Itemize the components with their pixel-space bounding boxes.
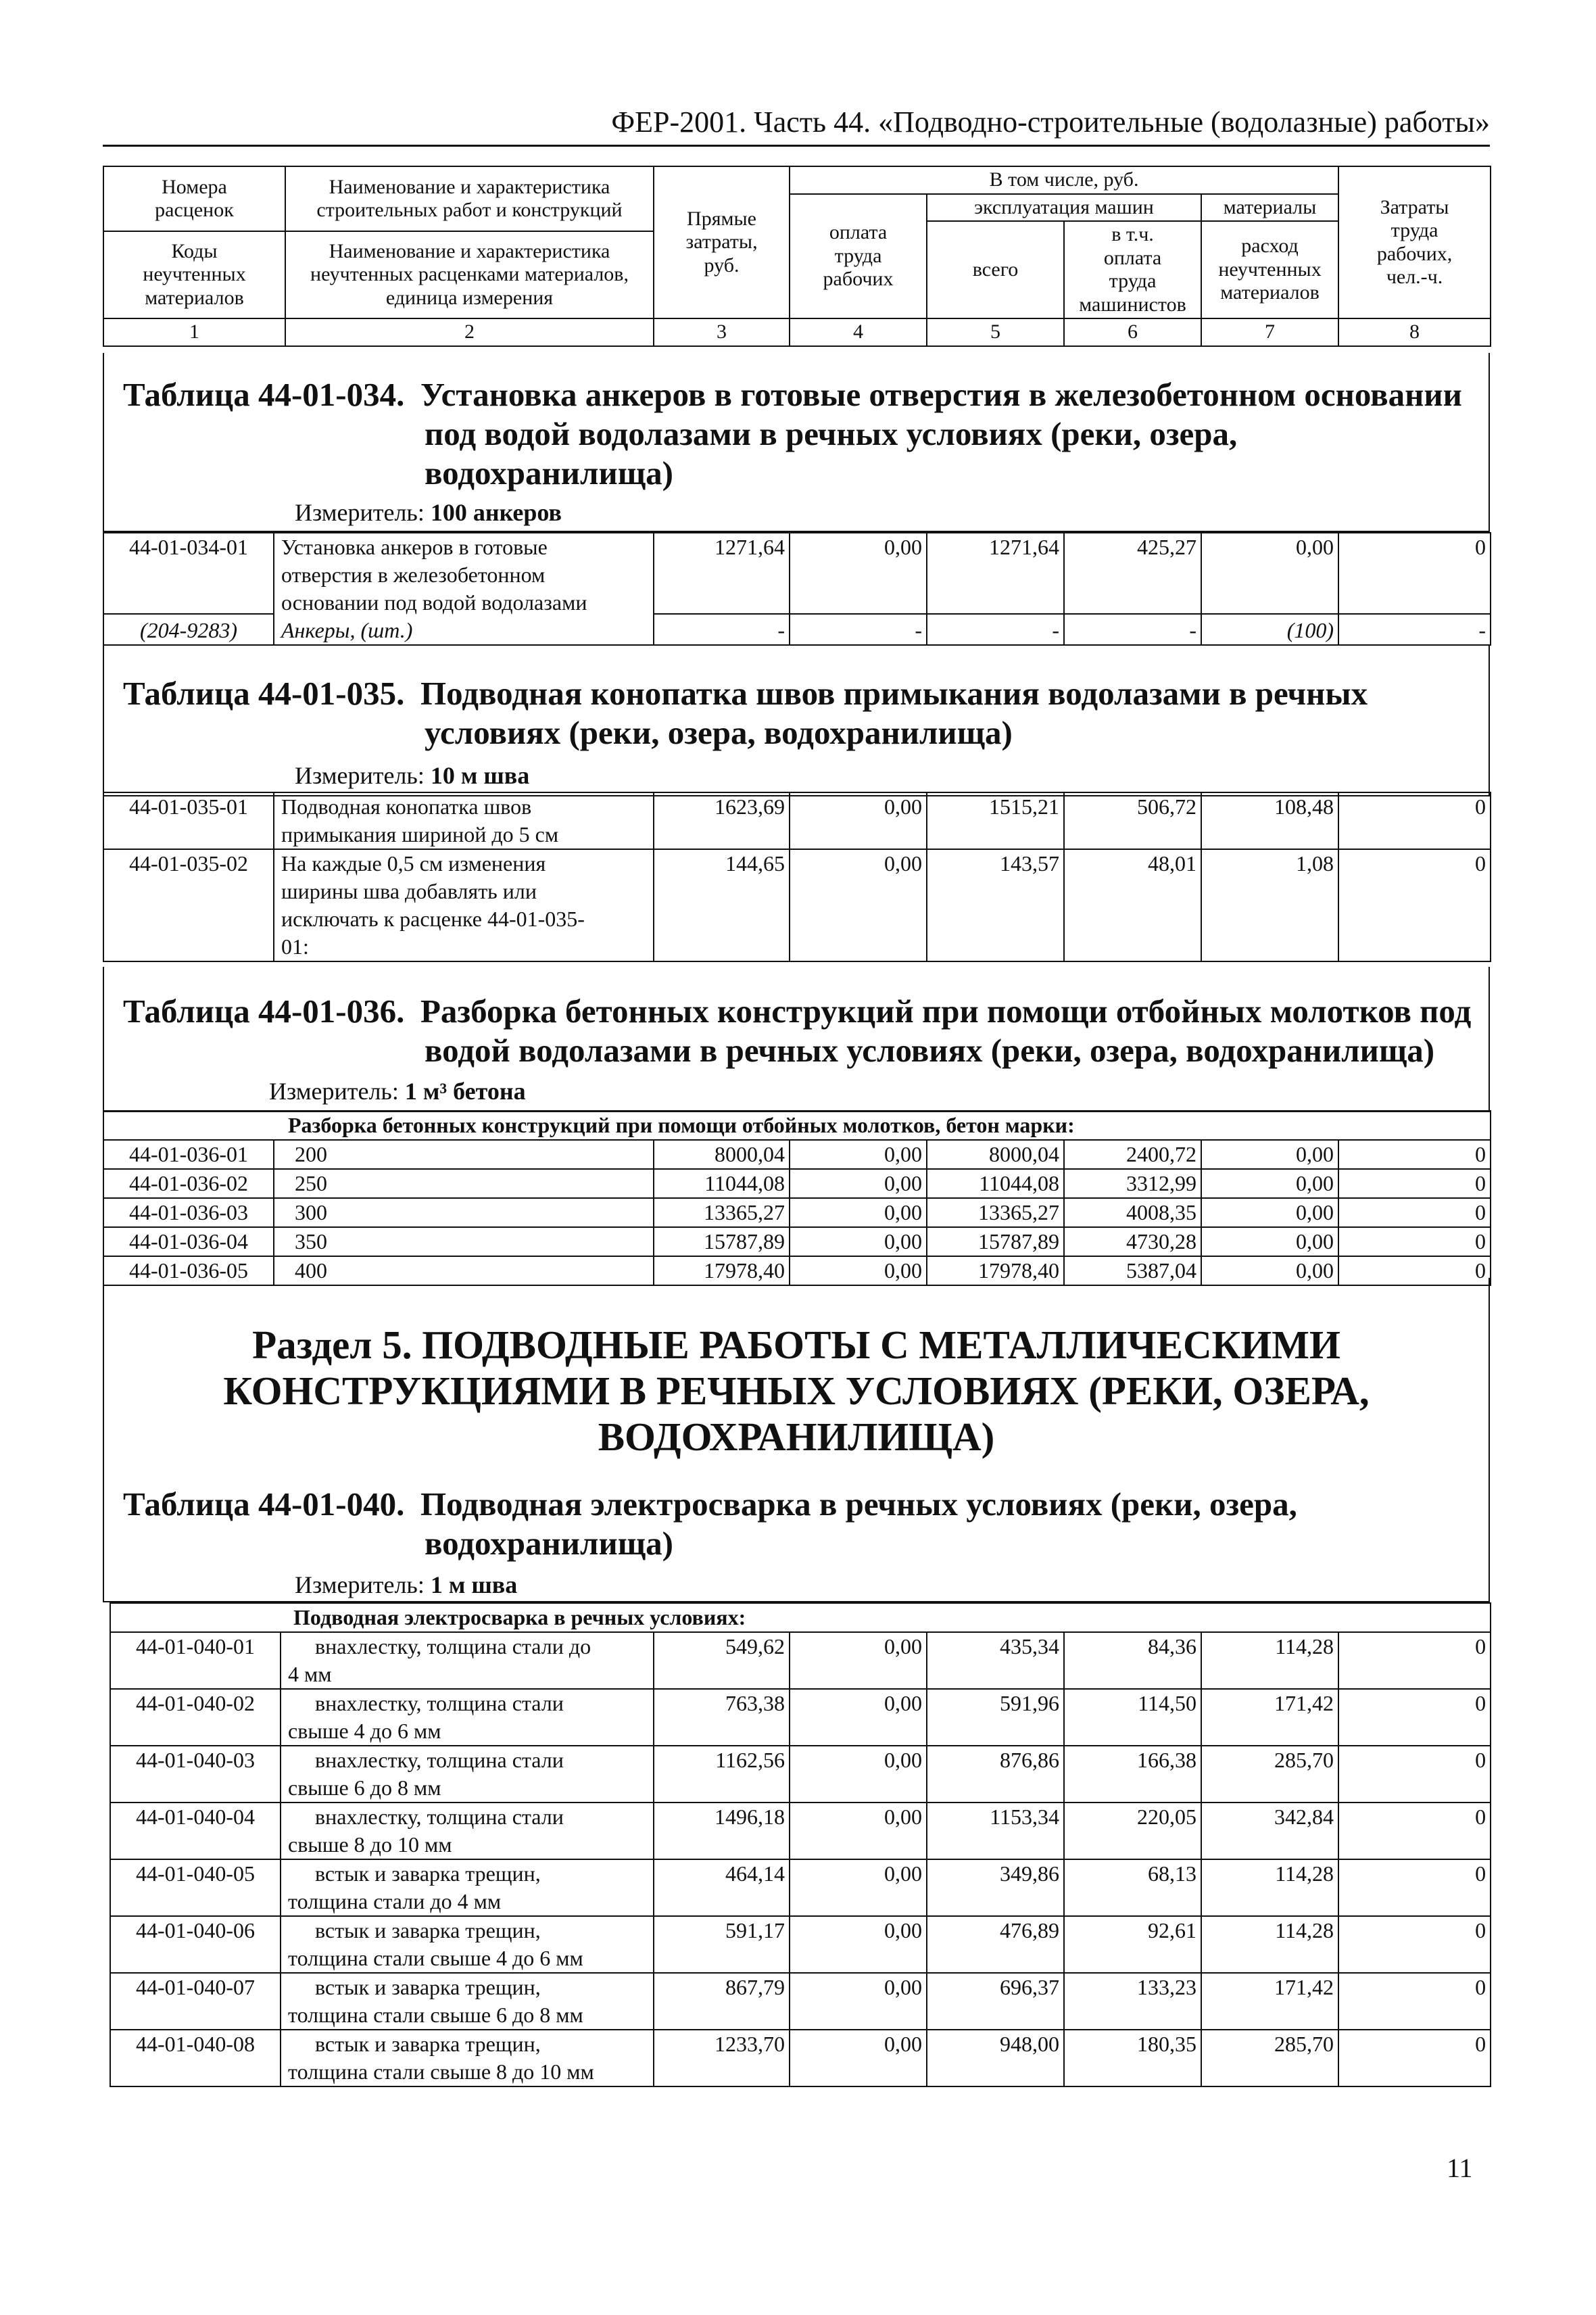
table-036-title: Таблица 44-01-036. Разборка бетонных конструкций при помощи отбойных молотков под водой водолазами в речных условиях (реки, озера, водохранилища) <box>123 993 1472 1069</box>
row-materials: 108,48 <box>1201 792 1338 849</box>
row-materials: 0,00 <box>1201 1198 1338 1227</box>
table-035-measure: Измеритель: 10 м шва <box>295 762 530 789</box>
row-machine-labor: 180,35 <box>1064 2030 1201 2086</box>
col-number: 1 <box>103 318 285 346</box>
row-machine-total: - <box>927 614 1064 645</box>
incl-header: В том числе, руб. <box>790 166 1338 194</box>
row-labor-hours: 0 <box>1338 792 1491 849</box>
row-code: 44-01-036-05 <box>103 1256 274 1285</box>
row-code: 44-01-040-04 <box>110 1803 281 1859</box>
col-number: 8 <box>1338 318 1491 346</box>
row-labor-hours: 0 <box>1338 1859 1491 1916</box>
row-labor-cost: 0,00 <box>790 1169 927 1198</box>
row-labor-cost: 0,00 <box>790 1256 927 1285</box>
row-machine-total: 8000,04 <box>927 1140 1064 1169</box>
row-machine-total: 13365,27 <box>927 1198 1064 1227</box>
table-036-subheader: Разборка бетонных конструкций при помощи отбойных молотков, бетон марки: <box>103 1111 1491 1140</box>
row-name: На каждые 0,5 см изменения ширины шва добавлять или исключать к расценке 44-01-035- 01: <box>274 849 654 961</box>
row-machine-total: 1271,64 <box>927 533 1064 614</box>
row-direct-cost: 11044,08 <box>654 1169 790 1198</box>
row-name: встык и заварка трещин, толщина стали свыше 4 до 6 мм <box>281 1916 654 1973</box>
col1-header-bottom: Коды неучтенных материалов <box>103 231 285 318</box>
col-number: 7 <box>1201 318 1338 346</box>
row-name: встык и заварка трещин, толщина стали свыше 8 до 10 мм <box>281 2030 654 2086</box>
row-labor-hours: 0 <box>1338 1746 1491 1803</box>
table-row <box>103 849 1491 961</box>
row-materials: 171,42 <box>1201 1689 1338 1746</box>
row-code: (204-9283) <box>103 614 274 645</box>
row-labor-hours: 0 <box>1338 1632 1491 1689</box>
row-materials: 0,00 <box>1201 1169 1338 1198</box>
materials-header: материалы <box>1201 194 1338 222</box>
table-040-measure: Измеритель: 1 м шва <box>295 1571 518 1598</box>
table-row <box>110 1803 1491 1859</box>
row-direct-cost: 17978,40 <box>654 1256 790 1285</box>
row-code: 44-01-040-03 <box>110 1746 281 1803</box>
row-name: встык и заварка трещин, толщина стали свыше 6 до 8 мм <box>281 1973 654 2030</box>
row-machine-labor: 2400,72 <box>1064 1140 1201 1169</box>
table-040-subheader: Подводная электросварка в речных условиях: <box>110 1603 1491 1632</box>
row-code: 44-01-036-02 <box>103 1169 274 1198</box>
row-direct-cost: 8000,04 <box>654 1140 790 1169</box>
table-row <box>110 1973 1491 2030</box>
row-machine-total: 11044,08 <box>927 1169 1064 1198</box>
row-labor-hours: 0 <box>1338 1198 1491 1227</box>
row-labor-hours: 0 <box>1338 1803 1491 1859</box>
row-name: 300 <box>274 1198 654 1227</box>
row-direct-cost: 15787,89 <box>654 1227 790 1256</box>
column-header-table <box>103 166 1491 347</box>
row-direct-cost: 13365,27 <box>654 1198 790 1227</box>
col7-header: расход неучтенных материалов <box>1201 221 1338 318</box>
row-code: 44-01-040-05 <box>110 1859 281 1916</box>
row-code: 44-01-040-07 <box>110 1973 281 2030</box>
row-code: 44-01-040-02 <box>110 1689 281 1746</box>
row-name: 400 <box>274 1256 654 1285</box>
row-machine-labor: 92,61 <box>1064 1916 1201 1973</box>
row-machine-total: 948,00 <box>927 2030 1064 2086</box>
row-labor-cost: 0,00 <box>790 792 927 849</box>
row-labor-hours: 0 <box>1338 1916 1491 1973</box>
table-row <box>110 1916 1491 1973</box>
row-name: 350 <box>274 1227 654 1256</box>
table-row <box>103 1140 1491 1169</box>
row-direct-cost: 763,38 <box>654 1689 790 1746</box>
table-row <box>103 533 1491 614</box>
row-name: 250 <box>274 1169 654 1198</box>
table-034 <box>103 532 1491 646</box>
row-machine-total: 15787,89 <box>927 1227 1064 1256</box>
row-code: 44-01-034-01 <box>103 533 274 614</box>
row-materials: 114,28 <box>1201 1632 1338 1689</box>
row-labor-hours: 0 <box>1338 1169 1491 1198</box>
row-direct-cost: 464,14 <box>654 1859 790 1916</box>
row-machine-labor: 3312,99 <box>1064 1169 1201 1198</box>
row-machine-total: 17978,40 <box>927 1256 1064 1285</box>
table-row <box>110 1859 1491 1916</box>
table-row <box>110 1632 1491 1689</box>
row-code: 44-01-035-02 <box>103 849 274 961</box>
row-machine-labor: 4008,35 <box>1064 1198 1201 1227</box>
row-machine-labor: - <box>1064 614 1201 645</box>
row-labor-cost: 0,00 <box>790 1973 927 2030</box>
row-labor-hours: 0 <box>1338 1689 1491 1746</box>
row-machine-labor: 84,36 <box>1064 1632 1201 1689</box>
row-direct-cost: 867,79 <box>654 1973 790 2030</box>
row-name: Установка анкеров в готовые отверстия в железобетонном основании под водой водолазами Анкеры, (шт.) <box>274 533 654 645</box>
col6-header: в т.ч. оплата труда машинистов <box>1064 221 1201 318</box>
row-labor-cost: 0,00 <box>790 1916 927 1973</box>
row-name: внахлестку, толщина стали свыше 6 до 8 мм <box>281 1746 654 1803</box>
row-code: 44-01-040-08 <box>110 2030 281 2086</box>
row-materials: 0,00 <box>1201 1256 1338 1285</box>
row-code: 44-01-036-01 <box>103 1140 274 1169</box>
machines-header: эксплуатация машин <box>927 194 1201 222</box>
row-labor-hours: 0 <box>1338 849 1491 961</box>
row-direct-cost: 1623,69 <box>654 792 790 849</box>
table-row <box>103 792 1491 849</box>
col-number: 2 <box>285 318 654 346</box>
row-direct-cost: 591,17 <box>654 1916 790 1973</box>
row-direct-cost: 1496,18 <box>654 1803 790 1859</box>
row-labor-cost: 0,00 <box>790 1227 927 1256</box>
row-code: 44-01-040-01 <box>110 1632 281 1689</box>
row-labor-cost: 0,00 <box>790 2030 927 2086</box>
row-labor-cost: 0,00 <box>790 1689 927 1746</box>
row-name: внахлестку, толщина стали свыше 4 до 6 мм <box>281 1689 654 1746</box>
col-number: 3 <box>654 318 790 346</box>
table-row <box>110 1689 1491 1746</box>
row-labor-hours: 0 <box>1338 1256 1491 1285</box>
row-name: 200 <box>274 1140 654 1169</box>
col2-header-top: Наименование и характеристика строительных работ и конструкций <box>285 166 654 231</box>
row-direct-cost: 1162,56 <box>654 1746 790 1803</box>
row-name: внахлестку, толщина стали свыше 8 до 10 мм <box>281 1803 654 1859</box>
table-subheader-row <box>103 1111 1491 1140</box>
table-036 <box>103 1110 1491 1286</box>
row-direct-cost: 1271,64 <box>654 533 790 614</box>
row-materials: 342,84 <box>1201 1803 1338 1859</box>
col5-header: всего <box>927 221 1064 318</box>
table-row <box>103 1198 1491 1227</box>
table-035 <box>103 792 1491 962</box>
row-labor-cost: 0,00 <box>790 1140 927 1169</box>
row-machine-total: 876,86 <box>927 1746 1064 1803</box>
row-machine-labor: 48,01 <box>1064 849 1201 961</box>
row-direct-cost: - <box>654 614 790 645</box>
row-machine-labor: 133,23 <box>1064 1973 1201 2030</box>
table-row <box>103 1169 1491 1198</box>
row-machine-labor: 5387,04 <box>1064 1256 1201 1285</box>
row-machine-labor: 4730,28 <box>1064 1227 1201 1256</box>
col3-header: Прямые затраты, руб. <box>654 166 790 318</box>
row-machine-labor: 506,72 <box>1064 792 1201 849</box>
row-labor-hours: 0 <box>1338 2030 1491 2086</box>
row-labor-hours: - <box>1338 614 1491 645</box>
row-machine-labor: 425,27 <box>1064 533 1201 614</box>
col1-header-top: Номера расценок <box>103 166 285 231</box>
row-labor-cost: 0,00 <box>790 1803 927 1859</box>
col-number: 5 <box>927 318 1064 346</box>
row-name: Подводная конопатка швов примыкания шириной до 5 см <box>274 792 654 849</box>
table-034-measure: Измеритель: 100 анкеров <box>295 499 562 526</box>
row-labor-cost: 0,00 <box>790 1859 927 1916</box>
row-labor-hours: 0 <box>1338 1140 1491 1169</box>
row-labor-cost: 0,00 <box>790 1632 927 1689</box>
table-034-title: Таблица 44-01-034. Установка анкеров в готовые отверстия в железобетонном основании под водой водолазами в речных условиях (реки, озера, водохранилища) <box>123 376 1462 492</box>
row-direct-cost: 144,65 <box>654 849 790 961</box>
row-materials: 0,00 <box>1201 1140 1338 1169</box>
row-labor-hours: 0 <box>1338 1973 1491 2030</box>
row-direct-cost: 1233,70 <box>654 2030 790 2086</box>
col2-header-bottom: Наименование и характеристика неучтенных расценками материалов, единица измерения <box>285 231 654 318</box>
col4-header: оплата труда рабочих <box>790 194 927 319</box>
row-code: 44-01-036-04 <box>103 1227 274 1256</box>
row-materials: 0,00 <box>1201 1227 1338 1256</box>
table-subheader-row <box>110 1603 1491 1632</box>
table-row <box>103 1227 1491 1256</box>
row-code: 44-01-036-03 <box>103 1198 274 1227</box>
section-5-heading: Раздел 5. ПОДВОДНЫЕ РАБОТЫ С МЕТАЛЛИЧЕСКИМИ КОНСТРУКЦИЯМИ В РЕЧНЫХ УСЛОВИЯХ (РЕКИ, ОЗЕРА, ВОДОХРАНИЛИЩА) <box>223 1322 1370 1459</box>
row-machine-total: 349,86 <box>927 1859 1064 1916</box>
row-labor-cost: 0,00 <box>790 1746 927 1803</box>
col-number: 4 <box>790 318 927 346</box>
row-machine-total: 1153,34 <box>927 1803 1064 1859</box>
row-machine-labor: 68,13 <box>1064 1859 1201 1916</box>
row-machine-total: 591,96 <box>927 1689 1064 1746</box>
col-number: 6 <box>1064 318 1201 346</box>
row-direct-cost: 549,62 <box>654 1632 790 1689</box>
row-machine-labor: 114,50 <box>1064 1689 1201 1746</box>
row-machine-labor: 220,05 <box>1064 1803 1201 1859</box>
col8-header: Затраты труда рабочих, чел.-ч. <box>1338 166 1491 318</box>
row-machine-labor: 166,38 <box>1064 1746 1201 1803</box>
row-labor-hours: 0 <box>1338 1227 1491 1256</box>
page-number: 11 <box>1447 2153 1473 2183</box>
row-materials: 114,28 <box>1201 1859 1338 1916</box>
row-machine-total: 696,37 <box>927 1973 1064 2030</box>
table-040 <box>110 1602 1491 2087</box>
row-materials: 0,00 <box>1201 533 1338 614</box>
row-code: 44-01-040-06 <box>110 1916 281 1973</box>
row-materials: 171,42 <box>1201 1973 1338 2030</box>
header-rule <box>103 145 1490 147</box>
row-labor-hours: 0 <box>1338 533 1491 614</box>
row-materials: (100) <box>1201 614 1338 645</box>
row-labor-cost: - <box>790 614 927 645</box>
row-machine-total: 1515,21 <box>927 792 1064 849</box>
row-materials: 285,70 <box>1201 2030 1338 2086</box>
row-materials: 1,08 <box>1201 849 1338 961</box>
table-035-title: Таблица 44-01-035. Подводная конопатка швов примыкания водолазами в речных условиях (реки, озера, водохранилища) <box>123 675 1368 751</box>
page-header: ФЕР-2001. Часть 44. «Подводно-строительные (водолазные) работы» <box>611 105 1490 139</box>
row-labor-cost: 0,00 <box>790 533 927 614</box>
table-036-measure: Измеритель: 1 м³ бетона <box>269 1078 526 1105</box>
row-labor-cost: 0,00 <box>790 849 927 961</box>
row-code: 44-01-035-01 <box>103 792 274 849</box>
table-row <box>110 2030 1491 2086</box>
row-materials: 285,70 <box>1201 1746 1338 1803</box>
row-machine-total: 476,89 <box>927 1916 1064 1973</box>
row-machine-total: 435,34 <box>927 1632 1064 1689</box>
row-machine-total: 143,57 <box>927 849 1064 961</box>
row-name: внахлестку, толщина стали до 4 мм <box>281 1632 654 1689</box>
row-name: встык и заварка трещин, толщина стали до 4 мм <box>281 1859 654 1916</box>
row-materials: 114,28 <box>1201 1916 1338 1973</box>
table-040-title: Таблица 44-01-040. Подводная электросварка в речных условиях (реки, озера, водохранилища) <box>123 1485 1297 1562</box>
row-labor-cost: 0,00 <box>790 1198 927 1227</box>
table-row <box>110 1746 1491 1803</box>
